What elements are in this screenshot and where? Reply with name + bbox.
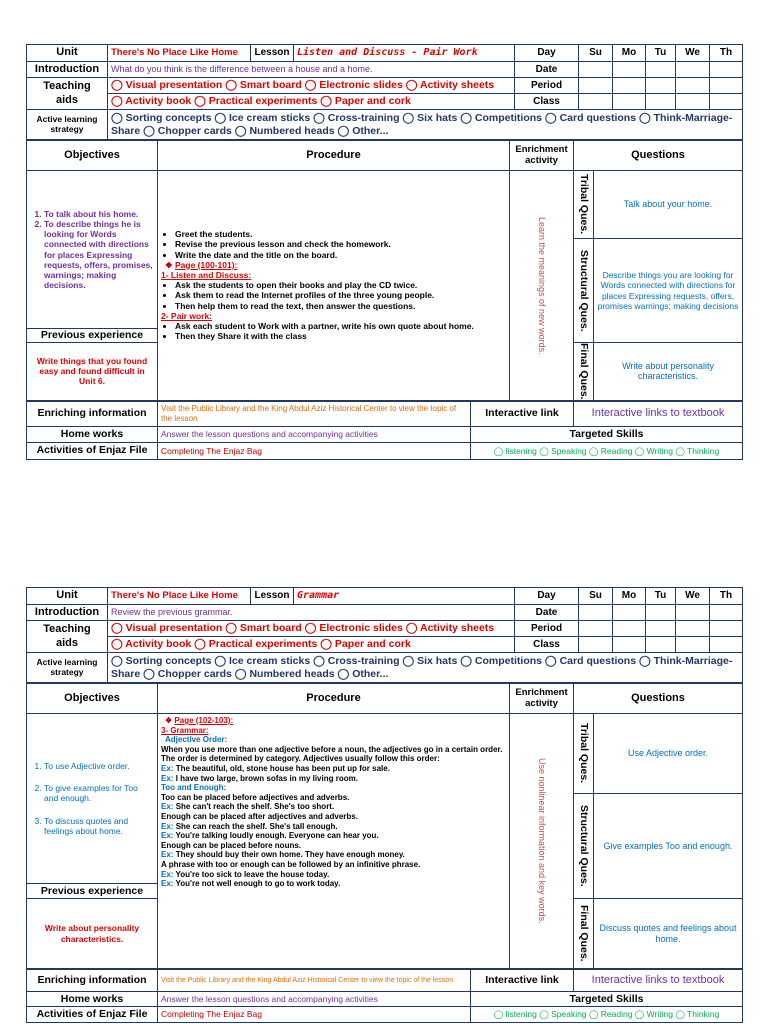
grammar-line <box>161 822 506 832</box>
interactive-link-label: Interactive link <box>471 970 574 992</box>
procedure-content <box>158 171 510 401</box>
home-works-text: Answer the lesson questions and accompanying activities <box>158 426 471 442</box>
lesson-label: Lesson <box>251 588 294 605</box>
section-title: 2- Pair work: <box>161 310 213 321</box>
objectives-label: Objectives <box>27 141 158 171</box>
lesson-title: Grammar <box>294 588 515 605</box>
class-label: Class <box>515 94 579 110</box>
example-prefix: Ex: <box>161 802 174 812</box>
enrichment-activity: Learn the meanings of new words. <box>510 171 574 401</box>
grammar-line <box>161 764 506 774</box>
grammar-lines <box>161 745 506 889</box>
grammar-line: The order is determined by category. Adjectives usually follow this order: <box>161 754 440 764</box>
grammar-line <box>161 831 506 841</box>
active-learning-label: Active learning strategy <box>27 653 108 683</box>
interactive-link[interactable]: Interactive links to textbook <box>574 401 743 426</box>
enrichment-activity: Use nonlinear information and key words. <box>510 714 574 969</box>
active-learning-label: Active learning strategy <box>27 110 108 140</box>
previous-experience-text: Write about personality characteristics. <box>27 899 158 969</box>
section-title: 3- Grammar: <box>161 725 209 735</box>
day-we: We <box>676 588 710 605</box>
day-tu: Tu <box>646 45 676 62</box>
example-text: I have two large, brown sofas in my living room. <box>175 773 358 783</box>
lesson-plan-2 <box>26 587 742 1023</box>
home-works-text: Answer the lesson questions and accompanying activities <box>158 992 471 1007</box>
grammar-line: Too can be placed before adjectives and adverbs. <box>161 792 350 802</box>
grammar-line <box>161 802 506 812</box>
grammar-line: Enough can be placed before nouns. <box>161 840 302 850</box>
day-mo: Mo <box>613 45 646 62</box>
day-th: Th <box>710 588 743 605</box>
active-learning-options[interactable]: ◯ Sorting concepts ◯ Ice cream sticks ◯ Cross-training ◯ Six hats ◯ Competitions ◯ Card questions ◯ Think-Marriage- Share ◯ Chopper cards ◯ Numbered heads ◯ Other... <box>108 110 743 140</box>
grammar-line: When you use more than one adjective before a noun, the adjectives go in a certain order. <box>161 744 503 754</box>
procedure-step: • Then they Share it with the class <box>175 331 506 341</box>
example-text: You're talking loudly enough. Everyone can hear you. <box>175 831 379 841</box>
interactive-link-label: Interactive link <box>471 401 574 426</box>
questions-label: Questions <box>574 684 743 714</box>
example-text: The beautiful, old, stone house has been put up for sale. <box>175 763 390 773</box>
active-learning-options[interactable]: ◯ Sorting concepts ◯ Ice cream sticks ◯ Cross-training ◯ Six hats ◯ Competitions ◯ Card questions ◯ Think-Marriage- Share ◯ Chopper cards ◯ Numbered heads ◯ Other... <box>108 653 743 683</box>
example-prefix: Ex: <box>161 773 174 783</box>
lesson-plan-1 <box>26 44 742 460</box>
home-works-label: Home works <box>27 992 158 1007</box>
objectives-list <box>27 171 158 329</box>
date-label: Date <box>515 605 579 621</box>
procedure-step: • Write the date and the title on the board. <box>175 250 506 260</box>
grammar-line: Enough can be placed after adjectives and adverbs. <box>161 811 358 821</box>
lesson-title: Listen and Discuss - Pair Work <box>294 45 515 62</box>
introduction-text: Review the previous grammar. <box>108 605 515 621</box>
example-prefix: Ex: <box>161 869 174 879</box>
tribal-questions-label: Tribal Ques. <box>574 714 594 794</box>
procedure-step: • Ask them to read the Internet profiles of the three young people. <box>175 290 506 300</box>
plan2-header-table <box>26 587 743 683</box>
example-prefix: Ex: <box>161 831 174 841</box>
teaching-aids-line2[interactable]: ◯ Activity book ◯ Practical experiments ◯ Paper and cork <box>108 637 515 653</box>
procedure-label: Procedure <box>158 684 510 714</box>
objectives-list <box>27 714 158 884</box>
enriching-info-label: Enriching information <box>27 401 158 426</box>
enrichment-label: Enrichment activity <box>510 684 574 714</box>
example-prefix: Ex: <box>161 763 174 773</box>
sub-title: Adjective Order: <box>165 735 228 745</box>
example-prefix: Ex: <box>161 821 174 831</box>
enrichment-label: Enrichment activity <box>510 141 574 171</box>
tribal-question: Talk about your home. <box>594 171 743 239</box>
targeted-skills-label: Targeted Skills <box>471 426 743 442</box>
interactive-link[interactable]: Interactive links to textbook <box>574 970 743 992</box>
tribal-questions-label: Tribal Ques. <box>574 171 594 239</box>
example-text: She can reach the shelf. She's tall enough. <box>175 821 338 831</box>
star-bullet-icon: ❖ <box>165 716 173 725</box>
teaching-aids-label: Teaching aids <box>27 621 108 653</box>
date-label: Date <box>515 62 579 78</box>
teaching-aids-label: Teaching aids <box>27 78 108 110</box>
day-su: Su <box>579 45 613 62</box>
plan1-body-table <box>26 140 743 401</box>
enriching-info-text: Visit the Public Library and the King Abdul Aziz Historical Center to view the topic of the lesson <box>158 401 471 426</box>
date-cell <box>579 62 613 78</box>
questions-label: Questions <box>574 141 743 171</box>
example-text: You're not well enough to go to work today. <box>175 879 341 889</box>
procedure-step: • Then help them to read the text, then answer the questions. <box>175 301 506 311</box>
page-reference: Page (102-103): <box>174 716 234 725</box>
grammar-line: A phrase with too or enough can be followed by an infinitive phrase. <box>161 859 421 869</box>
teaching-aids-line1[interactable]: ◯ Visual presentation ◯ Smart board ◯ Electronic slides ◯ Activity sheets <box>108 78 515 94</box>
grammar-line <box>161 879 506 889</box>
grammar-line <box>161 850 506 860</box>
introduction-text: What do you think is the difference between a house and a home. <box>108 62 515 78</box>
previous-experience-label: Previous experience <box>27 329 158 343</box>
star-bullet-icon: ❖ <box>165 259 173 270</box>
example-prefix: Ex: <box>161 879 174 889</box>
enjaz-label: Activities of Enjaz File <box>27 442 158 459</box>
objectives-label: Objectives <box>27 684 158 714</box>
targeted-skills-label: Targeted Skills <box>471 992 743 1007</box>
enjaz-text: Completing The Enjaz Bag <box>158 1007 471 1023</box>
home-works-label: Home works <box>27 426 158 442</box>
plan1-header-table <box>26 44 743 140</box>
day-label: Day <box>515 588 579 605</box>
plan2-body-table <box>26 683 743 969</box>
example-text: You're too sick to leave the house today. <box>175 869 330 879</box>
procedure-step: • Revise the previous lesson and check the homework. <box>175 239 506 249</box>
teaching-aids-line1[interactable]: ◯ Visual presentation ◯ Smart board ◯ Electronic slides ◯ Activity sheets <box>108 621 515 637</box>
structural-question: Give examples Too and enough. <box>594 794 743 899</box>
unit-title: There's No Place Like Home <box>108 588 251 605</box>
targeted-skills-options[interactable]: ◯ listening ◯ Speaking ◯ Reading ◯ Writing ◯ Thinking <box>471 1007 743 1023</box>
unit-title: There's No Place Like Home <box>108 45 251 62</box>
example-prefix: Ex: <box>161 850 174 860</box>
period-label: Period <box>515 621 579 637</box>
enjaz-label: Activities of Enjaz File <box>27 1007 158 1023</box>
day-tu: Tu <box>646 588 676 605</box>
objective-item: 2. To give examples for Too and enough. <box>44 783 154 803</box>
structural-questions-label: Structural Ques. <box>574 794 594 899</box>
procedure-content <box>158 714 510 969</box>
structural-questions-label: Structural Ques. <box>574 239 594 343</box>
objective-item: 3. To discuss quotes and feelings about home. <box>44 816 154 836</box>
objective-item: 2. To describe things he is looking for Words connected with directions for places Expressing requests, offers, promises, warnings; making decisions. <box>44 219 154 290</box>
section-title: 1- Listen and Discuss: <box>161 270 252 281</box>
final-questions-label: Final Ques. <box>574 899 594 969</box>
previous-experience-label: Previous experience <box>27 884 158 899</box>
enriching-info-text: Visit the Public Library and the King Abdul Aziz Historical Center to view the topic of the lesson <box>158 970 471 992</box>
day-mo: Mo <box>613 588 646 605</box>
unit-label: Unit <box>27 588 108 605</box>
period-label: Period <box>515 78 579 94</box>
targeted-skills-options[interactable]: ◯ listening ◯ Speaking ◯ Reading ◯ Writing ◯ Thinking <box>471 442 743 459</box>
teaching-aids-line2[interactable]: ◯ Activity book ◯ Practical experiments ◯ Paper and cork <box>108 94 515 110</box>
introduction-label: Introduction <box>27 62 108 78</box>
example-text: She can't reach the shelf. She's too short. <box>175 802 335 812</box>
introduction-label: Introduction <box>27 605 108 621</box>
day-su: Su <box>579 588 613 605</box>
enjaz-text: Completing The Enjaz Bag <box>158 442 471 459</box>
previous-experience-text: Write things that you found easy and found difficult in Unit 6. <box>27 343 158 401</box>
grammar-line: Too and Enough: <box>161 783 227 793</box>
day-th: Th <box>710 45 743 62</box>
objective-item: 1. To use Adjective order. <box>44 761 154 771</box>
procedure-step: • Greet the students. <box>175 229 506 239</box>
tribal-question: Use Adjective order. <box>594 714 743 794</box>
procedure-step: • Ask the students to open their books and play the CD twice. <box>175 280 506 290</box>
final-question: Write about personality characteristics. <box>594 343 743 401</box>
enriching-info-label: Enriching information <box>27 970 158 992</box>
final-question: Discuss quotes and feelings about home. <box>594 899 743 969</box>
grammar-line <box>161 774 506 784</box>
objective-item: 1. To talk about his home. <box>44 209 154 219</box>
procedure-step: • Ask each student to Work with a partner, write his own quote about home. <box>175 321 506 331</box>
unit-label: Unit <box>27 45 108 62</box>
class-label: Class <box>515 637 579 653</box>
day-we: We <box>676 45 710 62</box>
grammar-line <box>161 870 506 880</box>
plan2-footer-table <box>26 969 743 1023</box>
page-reference: Page (100-101): <box>175 259 238 270</box>
procedure-label: Procedure <box>158 141 510 171</box>
structural-question: Describe things you are looking for Words connected with directions for places Expressing requests, offers, promises warnings; making decisions <box>594 239 743 343</box>
lesson-label: Lesson <box>251 45 294 62</box>
final-questions-label: Final Ques. <box>574 343 594 401</box>
plan1-footer-table <box>26 401 743 460</box>
example-text: They should buy their own home. They have enough money. <box>175 850 405 860</box>
day-label: Day <box>515 45 579 62</box>
